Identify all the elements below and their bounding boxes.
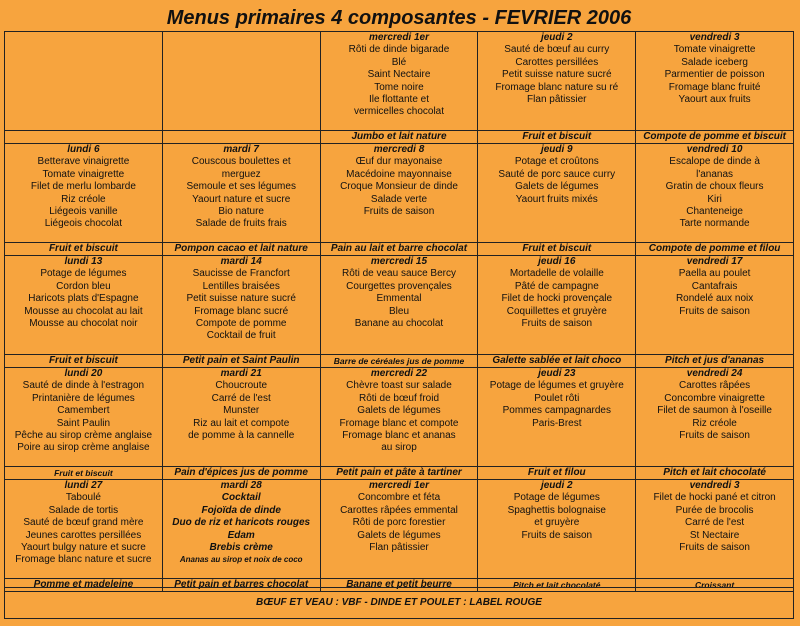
menu-item: Salade de tortis: [48, 504, 119, 516]
menu-item: Courgettes provençales: [346, 280, 452, 292]
menu-item: Yaourt bulgy nature et sucre: [20, 542, 146, 554]
snack-cell: Petit pain et Saint Paulin: [162, 355, 320, 368]
snack-cell: Croissant: [636, 579, 794, 592]
menu-item: Saint Paulin: [56, 417, 111, 429]
menu-item: Filet de hocki pané et citron: [653, 492, 776, 504]
snack-cell: Barre de céréales jus de pomme: [320, 355, 478, 368]
snack-cell: Banane et petit beurre: [320, 579, 478, 592]
menu-item: Mousse au chocolat au lait: [24, 305, 143, 317]
menu-item: Fruits de saison: [679, 430, 750, 442]
menu-item: Cantafrais: [691, 280, 738, 292]
day-cell: [320, 256, 478, 355]
snack-cell: Pompon cacao et lait nature: [162, 243, 320, 256]
menu-item: Galets de légumes: [515, 181, 599, 193]
menu-item: Potage de légumes: [513, 492, 600, 504]
day-name: vendredi 3: [689, 32, 740, 43]
menu-item: Fruits de saison: [521, 529, 593, 541]
menu-item: Petit suisse nature sucré: [186, 293, 296, 305]
menu-item: Ananas au sirop et noix de coco: [179, 555, 303, 565]
menu-item: Couscous boulettes et: [191, 156, 291, 168]
menu-item: Galets de légumes: [357, 529, 441, 541]
menu-item: Pommes campagnardes: [502, 405, 611, 417]
menu-item: Printanière de légumes: [31, 392, 135, 404]
menu-item: Munster: [223, 405, 260, 417]
menu-item: Escalope de dinde à: [669, 156, 760, 168]
snack-row: [5, 243, 794, 256]
menu-item: Carré de l'est: [211, 392, 271, 404]
snack-cell: Pomme et madeleine: [5, 579, 163, 592]
menu-item: Galets de légumes: [357, 405, 441, 417]
snack-cell: [5, 131, 163, 144]
menu-item: Rôti de bœuf froid: [358, 392, 440, 404]
menu-item: Pêche au sirop crème anglaise: [14, 430, 153, 442]
snack-cell: Petit pain et pâte à tartiner: [320, 467, 478, 480]
day-cell: [5, 480, 163, 579]
snack-cell: Pitch et lait chocolaté: [478, 579, 636, 592]
menu-item: merguez: [221, 168, 261, 180]
day-cell: [320, 368, 478, 467]
day-cell: [162, 32, 320, 131]
menu-item: Carottes râpées emmental: [340, 504, 458, 516]
day-name: lundi 6: [67, 144, 100, 155]
menu-item: Coquillettes et gruyère: [506, 305, 607, 317]
menu-item: Chanteneige: [686, 206, 743, 218]
menu-item: Fruits de saison: [521, 318, 593, 330]
snack-cell: Fruit et filou: [478, 467, 636, 480]
day-cell: [320, 32, 478, 131]
day-name: mercredi 1er: [368, 32, 430, 43]
day-name: mercredi 15: [370, 256, 428, 267]
menu-item: Croque Monsieur de dinde: [340, 181, 458, 193]
menu-item: Choucroute: [215, 380, 268, 392]
snack-row: [5, 131, 794, 144]
menu-item: au sirop: [381, 442, 417, 454]
day-cell: [5, 256, 163, 355]
menu-item: Rôti de dinde bigarade: [348, 44, 450, 56]
menu-item: Spaghettis bolognaise: [507, 504, 606, 516]
day-cell: [5, 32, 163, 131]
day-name: jeudi 9: [540, 144, 573, 155]
menu-item: Taboulé: [65, 492, 101, 504]
menu-item: Riz créole: [692, 417, 737, 429]
menu-item: Carottes râpées: [679, 380, 751, 392]
day-name: lundi 20: [64, 368, 103, 379]
snack-cell: Compote de pomme et filou: [636, 243, 794, 256]
menu-item: Poire au sirop crème anglaise: [17, 442, 150, 454]
snack-cell: Fruit et biscuit: [5, 243, 163, 256]
menu-item: Potage et croûtons: [514, 156, 599, 168]
day-cell: [5, 368, 163, 467]
day-cell: [5, 144, 163, 243]
page-title: Menus primaires 4 composantes - FEVRIER 2006: [166, 7, 632, 29]
menu-item: Paella au poulet: [678, 268, 751, 280]
snack-cell: [162, 131, 320, 144]
menu-item: Salade verte: [370, 193, 428, 205]
day-cell: [636, 480, 794, 579]
menu-item: Parmentier de poisson: [664, 69, 765, 81]
snack-cell: Fruit et biscuit: [5, 355, 163, 368]
menu-item: Fruits de saison: [679, 305, 750, 317]
day-name: lundi 27: [64, 480, 103, 491]
menu-item: Duo de riz et haricots rouges: [172, 517, 311, 529]
day-cell: [636, 368, 794, 467]
day-name: mercredi 22: [370, 368, 428, 379]
menu-item: Yaourt fruits mixés: [515, 193, 598, 205]
menu-item: Saucisse de Francfort: [192, 268, 290, 280]
menu-item: Rôti de porc forestier: [352, 517, 446, 529]
menu-item: Fojoïda de dinde: [201, 504, 281, 516]
day-name: lundi 13: [64, 256, 103, 267]
menu-item: Tomate vinaigrette: [42, 168, 125, 180]
snack-row: [5, 467, 794, 480]
menu-item: Brebis crème: [209, 542, 273, 554]
week-row: [5, 144, 794, 243]
menu-item: Fromage blanc nature et sucre: [15, 554, 152, 566]
menu-item: Petit suisse nature sucré: [502, 69, 612, 81]
menu-item: Haricots plats d'Espagne: [28, 293, 139, 305]
menu-item: Mousse au chocolat noir: [29, 318, 138, 330]
menu-item: Flan pâtissier: [369, 542, 429, 554]
menu-item: Mortadelle de volaille: [509, 268, 604, 280]
menu-item: Œuf dur mayonaise: [355, 156, 443, 168]
menu-item: Purée de brocolis: [675, 504, 754, 516]
menu-item: Banane au chocolat: [354, 318, 444, 330]
menu-item: Bio nature: [218, 206, 264, 218]
day-name: vendredi 24: [686, 368, 743, 379]
menu-item: vermicelles chocolat: [353, 106, 445, 118]
snack-cell: Compote de pomme et biscuit: [636, 131, 794, 144]
day-name: jeudi 23: [538, 368, 576, 379]
menu-item: Fromage blanc sucré: [194, 305, 289, 317]
menu-item: Camembert: [57, 405, 110, 417]
day-cell: [162, 368, 320, 467]
day-name: vendredi 10: [686, 144, 743, 155]
snack-row: [5, 355, 794, 368]
day-name: vendredi 17: [686, 256, 743, 267]
menu-item: Fromage blanc fruité: [668, 81, 761, 93]
menu-item: Chèvre toast sur salade: [346, 380, 452, 392]
menu-item: Tarte normande: [679, 218, 750, 230]
menu-item: Tomate vinaigrette: [673, 44, 756, 56]
menu-item: Potage de légumes et gruyère: [489, 380, 624, 392]
day-name: mardi 7: [223, 144, 259, 155]
menu-item: Fromage blanc et compote: [339, 417, 459, 429]
menu-item: Saint Nectaire: [367, 69, 431, 81]
snack-cell: Fruit et biscuit: [478, 243, 636, 256]
snack-cell: Jumbo et lait nature: [320, 131, 478, 144]
day-name: jeudi 2: [540, 32, 573, 43]
menu-item: Fromage blanc et ananas: [342, 430, 456, 442]
day-cell: [478, 480, 636, 579]
menu-item: Bleu: [388, 305, 409, 317]
day-name: mardi 14: [220, 256, 262, 267]
menu-item: Gratin de choux fleurs: [665, 181, 764, 193]
week-row: [5, 480, 794, 579]
snack-cell: Fruit et biscuit: [5, 467, 163, 480]
day-name: vendredi 3: [689, 480, 740, 491]
day-cell: [162, 144, 320, 243]
menu-item: Filet de merlu lombarde: [30, 181, 136, 193]
day-cell: [162, 256, 320, 355]
menu-item: Paris-Brest: [532, 417, 582, 429]
menu-item: Concombre vinaigrette: [664, 392, 765, 404]
menu-item: Sauté de porc sauce curry: [498, 168, 616, 180]
menu-item: Carottes persillées: [515, 56, 599, 68]
menu-item: Concombre et féta: [357, 492, 441, 504]
menu-item: Ile flottante et: [368, 94, 430, 106]
snack-cell: Fruit et biscuit: [478, 131, 636, 144]
snack-cell: Pitch et lait chocolaté: [636, 467, 794, 480]
menu-item: Riz créole: [61, 193, 106, 205]
day-cell: [320, 144, 478, 243]
footer-note: BŒUF ET VEAU : VBF - DINDE ET POULET : LABEL ROUGE: [4, 587, 794, 619]
snack-cell: Petit pain et barres chocolat: [162, 579, 320, 592]
week-row: [5, 368, 794, 467]
menu-item: Fromage blanc nature su ré: [495, 81, 619, 93]
day-cell: [478, 368, 636, 467]
menu-item: Yaourt nature et sucre: [192, 193, 291, 205]
menu-item: Lentilles braisées: [202, 280, 280, 292]
menu-item: Pâté de campagne: [514, 280, 599, 292]
menu-item: Compote de pomme: [195, 318, 287, 330]
day-name: jeudi 16: [538, 256, 576, 267]
menu-item: Rondelé aux noix: [675, 293, 754, 305]
menu-item: Filet de saumon à l'oseille: [657, 405, 772, 417]
snack-cell: Pitch et jus d'ananas: [636, 355, 794, 368]
menu-item: Riz au lait et compote: [193, 417, 290, 429]
menu-item: Cocktail de fruit: [206, 330, 276, 342]
day-cell: [636, 256, 794, 355]
menu-item: Tome noire: [374, 81, 424, 93]
menu-grid: [4, 31, 794, 592]
menu-item: Carré de l'est: [685, 517, 745, 529]
menu-item: Potage de légumes: [40, 268, 127, 280]
menu-item: Jeunes carottes persillées: [25, 529, 142, 541]
menu-item: Liégeois chocolat: [44, 218, 123, 230]
day-cell: [320, 480, 478, 579]
menu-item: Semoule et ses légumes: [186, 181, 296, 193]
menu-item: et gruyère: [534, 517, 580, 529]
menu-item: Sauté de bœuf au curry: [504, 44, 610, 56]
menu-item: St Nectaire: [689, 529, 740, 541]
menu-item: Flan pâtissier: [527, 94, 587, 106]
day-cell: [478, 32, 636, 131]
day-cell: [478, 144, 636, 243]
menu-item: Cordon bleu: [56, 280, 111, 292]
day-name: mercredi 8: [373, 144, 425, 155]
menu-item: Emmental: [376, 293, 422, 305]
day-cell: [478, 256, 636, 355]
menu-item: Rôti de veau sauce Bercy: [342, 268, 456, 280]
day-name: jeudi 2: [540, 480, 573, 491]
menu-item: Cocktail: [221, 492, 261, 504]
menu-item: Fruits de saison: [363, 206, 435, 218]
menu-item: Sauté de bœuf grand mère: [23, 517, 144, 529]
menu-item: Salade iceberg: [681, 56, 748, 68]
day-cell: [636, 144, 794, 243]
menu-item: Salade de fruits frais: [195, 218, 287, 230]
menu-item: l'ananas: [696, 168, 734, 180]
snack-cell: Pain d'épices jus de pomme: [162, 467, 320, 480]
menu-item: Sauté de dinde à l'estragon: [22, 380, 145, 392]
menu-item: Kiri: [707, 193, 722, 205]
day-name: mardi 28: [220, 480, 262, 491]
week-row: [5, 256, 794, 355]
menu-item: Fruits de saison: [679, 542, 750, 554]
menu-item: de pomme à la cannelle: [188, 430, 295, 442]
menu-item: Liégeois vanille: [49, 206, 118, 218]
menu-item: Macédoine mayonnaise: [346, 168, 452, 180]
day-name: mercredi 1er: [368, 480, 430, 491]
menu-item: Edam: [227, 529, 255, 541]
day-name: mardi 21: [220, 368, 262, 379]
day-cell: [636, 32, 794, 131]
snack-cell: Pain au lait et barre chocolat: [320, 243, 478, 256]
menu-item: Betterave vinaigrette: [37, 156, 130, 168]
snack-cell: Galette sablée et lait choco: [478, 355, 636, 368]
menu-item: Yaourt aux fruits: [678, 94, 751, 106]
menu-item: Filet de hocki provençale: [501, 293, 613, 305]
day-cell: [162, 480, 320, 579]
menu-item: Blé: [391, 56, 407, 68]
menu-item: Poulet rôti: [534, 392, 580, 404]
week-row: [5, 32, 794, 131]
